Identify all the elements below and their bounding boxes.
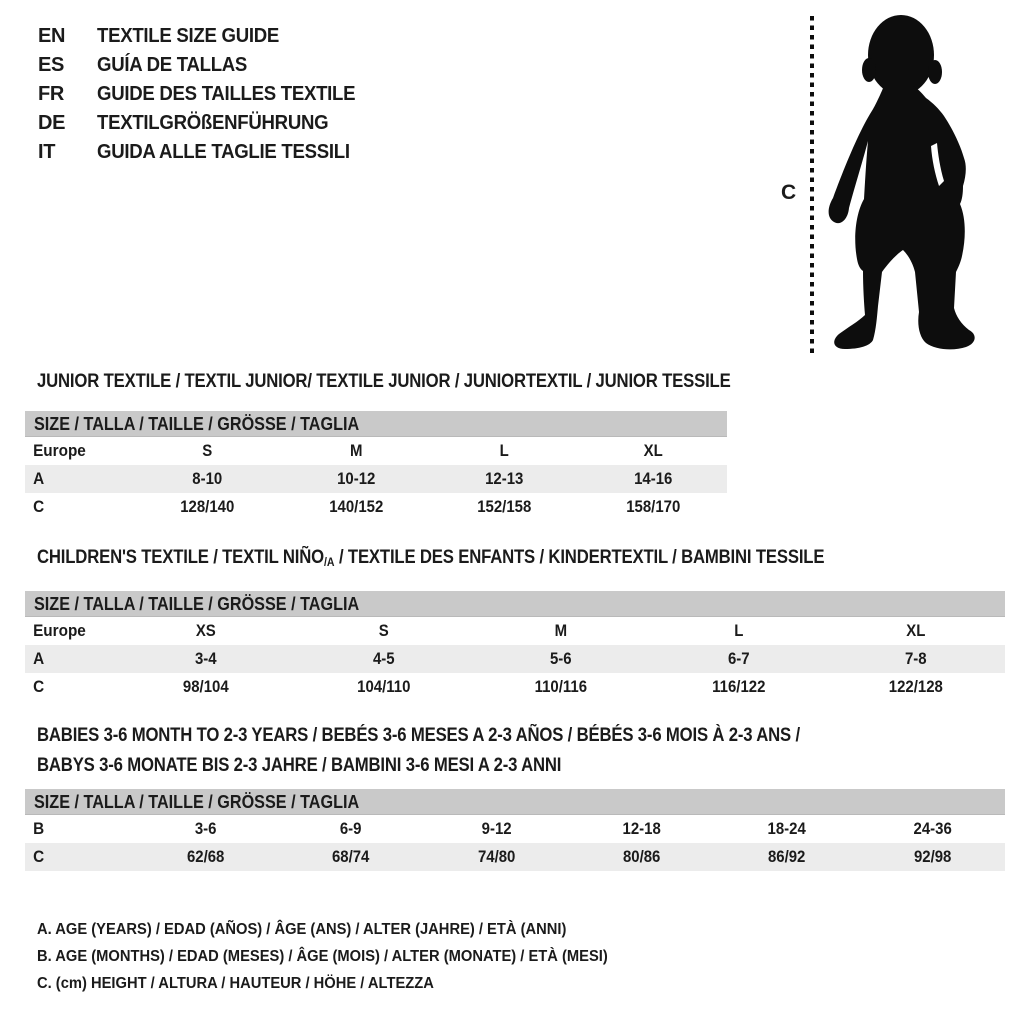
table-row-europe	[25, 437, 727, 465]
table-header-row	[25, 591, 1005, 617]
size-cell: 110/116	[534, 677, 588, 696]
size-cell: 9-12	[481, 819, 512, 838]
size-cell: 24-36	[913, 819, 952, 838]
size-cell: 18-24	[767, 819, 807, 838]
size-cell: XL	[906, 621, 926, 640]
language-row-es	[38, 51, 375, 80]
row-label: A	[33, 469, 45, 488]
size-cell: XS	[195, 621, 216, 640]
size-cell: 98/104	[182, 677, 229, 696]
size-cell: M	[349, 441, 362, 460]
size-cell: M	[554, 621, 568, 640]
size-cell: 92/98	[913, 847, 952, 866]
language-title: TEXTILGRÖßENFÜHRUNG	[97, 112, 329, 134]
table-row-age	[25, 465, 727, 493]
row-label: C	[33, 497, 45, 516]
row-label: B	[33, 819, 45, 838]
table-row-age-months	[25, 815, 1005, 843]
children-title-post: / TEXTILE DES ENFANTS / KINDERTEXTIL / BAMBINI TESSILE	[334, 547, 825, 568]
size-cell: 4-5	[372, 649, 395, 668]
language-title: GUIDE DES TAILLES TEXTILE	[97, 83, 356, 105]
children-title-subscript: /A	[323, 555, 335, 569]
table-row-height	[25, 493, 727, 521]
size-cell: S	[378, 621, 389, 640]
size-cell: 6-7	[727, 649, 750, 668]
size-cell: 122/128	[889, 677, 944, 696]
language-title: GUIDA ALLE TAGLIE TESSILI	[97, 141, 350, 163]
children-section-title	[37, 546, 824, 574]
table-row-height	[25, 673, 1005, 701]
size-cell: 128/140	[180, 497, 235, 516]
table-header-row	[25, 789, 1005, 815]
height-dashed-line	[810, 16, 814, 356]
size-cell: 86/92	[768, 847, 806, 866]
size-cell: XL	[643, 441, 663, 460]
size-cell: 62/68	[186, 847, 225, 866]
language-title-list	[38, 22, 375, 167]
language-code: IT	[38, 141, 56, 163]
size-cell: 12-13	[485, 469, 524, 488]
row-label: Europe	[33, 441, 86, 460]
table-header-label: SIZE / TALLA / TAILLE / GRÖSSE / TAGLIA	[34, 414, 360, 434]
babies-title-line2: BABYS 3-6 MONATE BIS 2-3 JAHRE / BAMBINI 3-6 MESI A 2-3 ANNI	[37, 755, 562, 776]
table-row-europe	[25, 617, 1005, 645]
size-cell: 3-4	[194, 649, 217, 668]
height-c-label: C	[781, 181, 797, 204]
footnote-b: B. AGE (MONTHS) / EDAD (MESES) / ÂGE (MOIS) / ALTER (MONATE) / ETÀ (MESI)	[37, 948, 608, 965]
size-cell: 6-9	[340, 819, 362, 838]
size-cell: 74/80	[477, 847, 516, 866]
size-table-junior	[25, 411, 727, 521]
size-cell: 7-8	[905, 649, 928, 668]
footnotes	[37, 916, 657, 997]
size-cell: 80/86	[622, 847, 661, 866]
size-cell: 104/110	[356, 677, 411, 696]
size-cell: 10-12	[336, 469, 375, 488]
language-row-fr	[38, 80, 375, 109]
footnote-c: C. (cm) HEIGHT / ALTURA / HAUTEUR / HÖHE / ALTEZZA	[37, 975, 434, 992]
language-code: DE	[38, 112, 66, 134]
table-row-height	[25, 843, 1005, 871]
size-cell: S	[202, 441, 213, 460]
toddler-silhouette	[820, 8, 984, 356]
size-cell: L	[734, 621, 744, 640]
language-title: GUÍA DE TALLAS	[97, 54, 248, 76]
row-label: C	[33, 677, 45, 696]
language-code: EN	[38, 25, 66, 47]
language-row-de	[38, 109, 375, 138]
size-cell: 152/158	[477, 497, 532, 516]
size-cell: L	[499, 441, 509, 460]
language-row-it	[38, 138, 375, 167]
language-code: ES	[38, 54, 65, 76]
table-row-age	[25, 645, 1005, 673]
size-cell: 116/122	[711, 677, 766, 696]
size-cell: 8-10	[192, 469, 223, 488]
size-cell: 5-6	[550, 649, 572, 668]
size-table-babies	[25, 789, 1005, 871]
language-row-en	[38, 22, 375, 51]
language-title: TEXTILE SIZE GUIDE	[97, 25, 280, 47]
row-label: C	[33, 847, 45, 866]
table-header-row	[25, 411, 727, 437]
size-cell: 158/170	[625, 497, 680, 516]
children-title-pre: CHILDREN'S TEXTILE / TEXTIL NIÑO	[37, 547, 324, 568]
row-label: Europe	[33, 621, 86, 640]
size-cell: 3-6	[194, 819, 217, 838]
row-label: A	[33, 649, 45, 668]
size-cell: 14-16	[633, 469, 672, 488]
table-header-label: SIZE / TALLA / TAILLE / GRÖSSE / TAGLIA	[34, 792, 360, 812]
size-cell: 68/74	[332, 847, 370, 866]
size-table-children	[25, 591, 1005, 701]
size-cell: 12-18	[622, 819, 661, 838]
babies-title-line1: BABIES 3-6 MONTH TO 2-3 YEARS / BEBÉS 3-6 MESES A 2-3 AÑOS / BÉBÉS 3-6 MOIS À 2-3 ANS /	[37, 725, 800, 746]
babies-section-title	[37, 724, 800, 777]
footnote-a: A. AGE (YEARS) / EDAD (AÑOS) / ÂGE (ANS) / ALTER (JAHRE) / ETÀ (ANNI)	[37, 921, 567, 938]
table-header-label: SIZE / TALLA / TAILLE / GRÖSSE / TAGLIA	[34, 594, 360, 614]
size-cell: 140/152	[328, 497, 383, 516]
language-code: FR	[38, 83, 65, 105]
junior-section-title: JUNIOR TEXTILE / TEXTIL JUNIOR/ TEXTILE JUNIOR / JUNIORTEXTIL / JUNIOR TESSILE	[37, 371, 731, 392]
